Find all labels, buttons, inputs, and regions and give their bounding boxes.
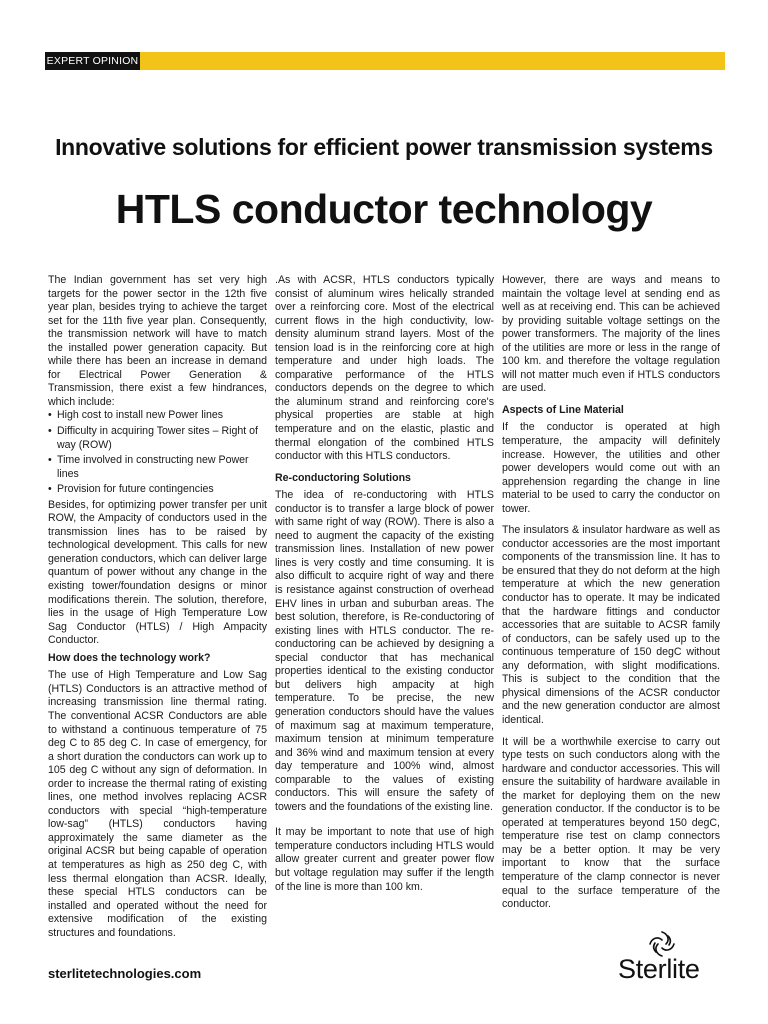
column-2 [275,274,494,894]
logo-text: Sterlite [618,954,700,984]
column-3 [502,274,720,912]
sterlite-logo [618,928,728,988]
paragraph: The idea of re-conductoring with HTLS conductor is to transfer a large block of power with same right of way (ROW). There is also a need to augment the capacity of the existing transmission lines. Installation of new power lines is very costly and time consuming. It is also difficult to acquire right of way and there is resistance against construction of overhead EHV lines in urban and suburban areas. The best solution, therefore, is Re-conductoring of existing lines with HTLS conductor. The re-conductoring can be achieved by designing a special conductor that has mechanical properties identical to the existing conductor but delivers high ampacity at high temperature. To be precise, the new generation conductors should have the values of maximum sag at maximum temperature, maximum tension at minimum temperature and 36% wind and maximum tension at every day temperature and 100% wind, almost comparable to the values of existing conductors. This will ensure the safety of towers and the foundations of the existing line. [275,489,494,813]
hindrance-list [48,409,267,496]
header-banner [45,52,725,70]
list-item: • Provision for future contingencies [48,483,267,497]
website-link[interactable]: sterlitetechnologies.com [48,966,202,981]
paragraph: .As with ACSR, HTLS conductors typically consist of aluminum wires helically stranded over a reinforcing core. Most of the electrical current flows in the high conductivity, low-density aluminum strand layers. Most of the tension load is in the reinforcing core at high temperature and under high loads. The comparative performance of the HTLS conductors depends on the degree to which the aluminum strand and reinforcing core's physical properties are stable at high temperature and on the elastic, plastic and thermal elongation of the combined HTLS conductor with this HTLS conductors. [275,274,494,463]
section-heading: How does the technology work? [48,651,211,664]
paragraph: The Indian government has set very high targets for the power sector in the 12th five year plan, besides trying to achieve the target set for the 11th five year plan. Consequently, the transmission network will have to match the installed power generation capacity. But while there has been an increase in demand for Electrical Power Generation & Transmission, there exist a few hindrances, which include: [48,274,267,408]
list-item: • Difficulty in acquiring Tower sites – Right of way (ROW) [48,425,267,452]
list-item: • High cost to install new Power lines [48,409,267,423]
paragraph: Besides, for optimizing power transfer per unit ROW, the Ampacity of conductors used in the transmission lines has to be raised by technological development. This calls for new generation conductors, which can deliver large quantum of power without any change in the existing tower/foundation designs or minor modifications therein. The solution, therefore, lies in the usage of High Temperature Low Sag Conductor (HTLS) / High Ampacity Conductor. [48,498,267,647]
paragraph: The insulators & insulator hardware as well as conductor accessories are the most important components of the transmission line. It has to be ensured that they do not deform at the high temperature at which the new generation conductor has to operate. It may be indicated that the hardware fittings and conductor accessories that are suitable to ACSR family of conductors, can be safely used up to the continuous temperature of 150 degC without any deformation, with slight modifications. This is subject to the condition that the physical dimensions of the ACSR conductor and the new generation conductor are almost identical. [502,524,720,726]
section-heading: Aspects of Line Material [502,403,624,416]
list-item: • Time involved in constructing new Power lines [48,454,267,481]
article-title: HTLS conductor technology [115,186,653,232]
article-subtitle: Innovative solutions for efficient power transmission systems [55,134,713,160]
paragraph: If the conductor is operated at high temperature, the ampacity will definitely increase. However, the utilities and other power developers would come out with an apprehension regarding the change in line material to be used to carry the conductor on tower. [502,421,720,515]
paragraph: It will be a worthwhile exercise to carry out type tests on such conductors along with the hardware and conductor accessories. This will ensure the suitability of hardware available in the market for deploying them on the new generation conductor. If the conductor is to be operated at temperatures beyond 150 degC, temperature rise test on clamp connectors may be a better option. It may be very important to know that the surface temperature of the clamp connector is never equal to the surface temperature of the conductor. [502,735,720,911]
paragraph: However, there are ways and means to maintain the voltage level at sending end as well as at receiving end. This can be achieved by providing suitable voltage settings on the power transformers. The majority of the lines of the utilities are more or less in the range of 100 km. and therefore the voltage regulation will not matter much even if HTLS conductors are used. [502,274,720,395]
column-1 [48,274,267,940]
paragraph: It may be important to note that use of high temperature conductors including HTLS would allow greater current and greater power flow but voltage regulation may suffer if the length of the line is more than 100 km. [275,826,494,893]
paragraph: The use of High Temperature and Low Sag (HTLS) Conductors is an attractive method of increasing transmission line thermal rating. The conventional ACSR Conductors are able to withstand a continuous temperature of 75 deg C to 85 deg C. In case of emergency, for a short duration the conductors can work up to 105 deg C without any sign of deformation. In order to increase the thermal rating of existing lines, one method involves replacing ACSR conductors with special “high-temperature low-sag” (HTLS) conductors having approximately the same diameter as the original ACSR but being capable of operation at temperatures as high as 250 deg C, with less thermal elongation than ACSR. Ideally, these special HTLS conductors can be installed and operated without the need for extensive modification of the existing structures and foundations. [48,669,267,939]
expert-opinion-tag: EXPERT OPINION [45,52,140,70]
section-heading: Re-conductoring Solutions [275,471,411,484]
